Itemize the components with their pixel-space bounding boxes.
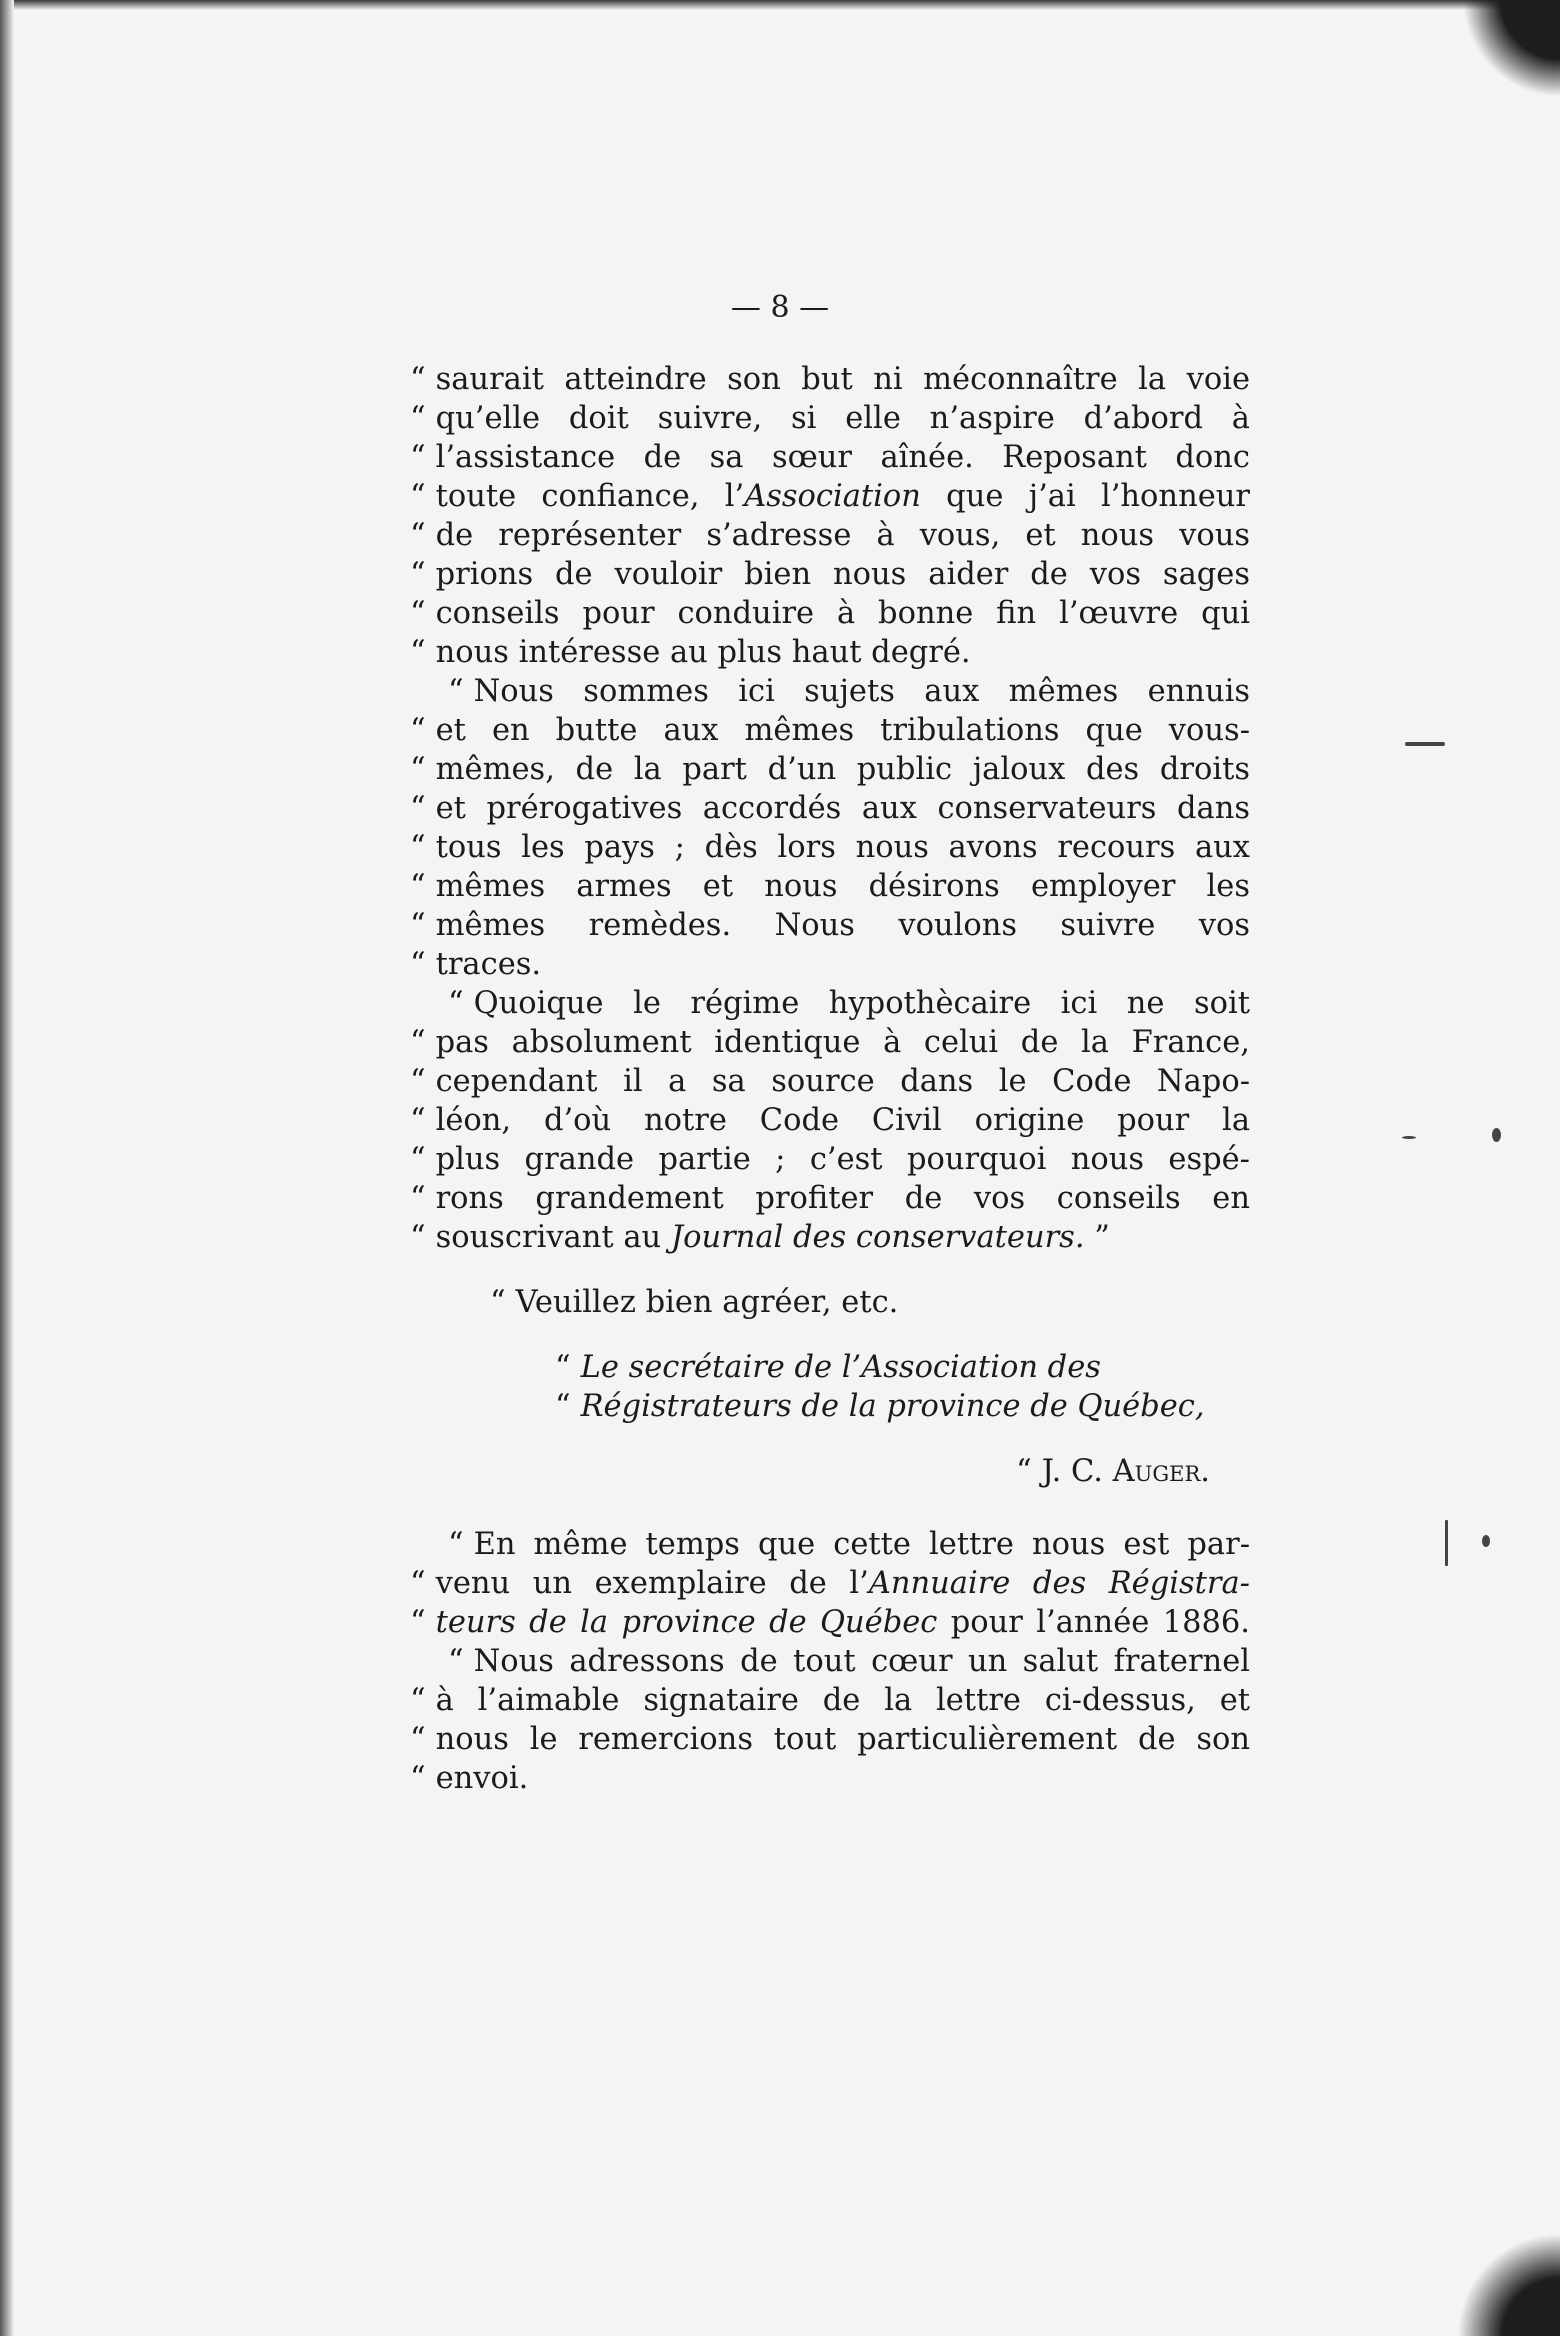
- text-line: “ léon, d’où notre Code Civil origine pour la: [410, 1103, 1250, 1138]
- scan-speck: [1492, 1128, 1501, 1142]
- text-line: “ mêmes armes et nous désirons employer les: [410, 869, 1250, 904]
- text-line: “ En même temps que cette lettre nous est par-: [448, 1527, 1250, 1562]
- letter-text: [410, 360, 1250, 1798]
- signer-name: “ J. C. Auger.: [1016, 1454, 1210, 1489]
- text-line: “ de représenter s’adresse à vous, et nous vous: [410, 518, 1250, 553]
- text-line: “ cependant il a sa source dans le Code Napo-: [410, 1064, 1250, 1099]
- text-line: “ l’assistance de sa sœur aînée. Reposant donc: [410, 440, 1250, 475]
- page-number: — 8 —: [730, 290, 830, 325]
- text-line: “ mêmes, de la part d’un public jaloux des droits: [410, 752, 1250, 787]
- text-line: “ nous intéresse au plus haut degré.: [410, 635, 971, 670]
- text-line: “ envoi.: [410, 1761, 529, 1796]
- text-line: “ traces.: [410, 947, 542, 982]
- scan-speck: [1405, 742, 1445, 746]
- text-line: “ souscrivant au Journal des conservateurs. ”: [410, 1220, 1110, 1255]
- closing-formula: “ Veuillez bien agréer, etc.: [490, 1285, 899, 1320]
- text-line: “ et en butte aux mêmes tribulations que vous-: [410, 713, 1250, 748]
- text-line: “ tous les pays ; dès lors nous avons recours aux: [410, 830, 1250, 865]
- signature-title: “ Le secrétaire de l’Association des: [555, 1350, 1101, 1385]
- text-line: “ Nous sommes ici sujets aux mêmes ennuis: [448, 674, 1250, 709]
- text-line: “ pas absolument identique à celui de la France,: [410, 1025, 1250, 1060]
- text-line: “ Nous adressons de tout cœur un salut fraternel: [448, 1644, 1250, 1679]
- text-line: “ mêmes remèdes. Nous voulons suivre vos: [410, 908, 1250, 943]
- scan-speck: [1482, 1535, 1490, 1547]
- text-line: “ nous le remercions tout particulièrement de son: [410, 1722, 1250, 1757]
- scan-speck: [1445, 1520, 1448, 1566]
- text-line: “ venu un exemplaire de l’Annuaire des Régistra-: [410, 1566, 1250, 1601]
- scan-speck: [1402, 1136, 1416, 1139]
- text-line: “ plus grande partie ; c’est pourquoi nous espé-: [410, 1142, 1250, 1177]
- text-line: “ saurait atteindre son but ni méconnaître la voie: [410, 362, 1250, 397]
- torn-corner-bottom-right: [1430, 2226, 1560, 2336]
- text-line: “ et prérogatives accordés aux conservateurs dans: [410, 791, 1250, 826]
- page-left-edge: [0, 0, 14, 2336]
- text-line: “ Quoique le régime hypothècaire ici ne soit: [448, 986, 1250, 1021]
- torn-corner-top-right: [1450, 0, 1560, 110]
- page-top-edge: [0, 0, 1560, 10]
- text-line: “ à l’aimable signataire de la lettre ci-dessus, et: [410, 1683, 1250, 1718]
- text-line: “ conseils pour conduire à bonne fin l’œuvre qui: [410, 596, 1250, 631]
- text-line: “ qu’elle doit suivre, si elle n’aspire d’abord à: [410, 401, 1250, 436]
- text-line: “ rons grandement profiter de vos conseils en: [410, 1181, 1250, 1216]
- text-line: “ prions de vouloir bien nous aider de vos sages: [410, 557, 1250, 592]
- text-line: “ teurs de la province de Québec pour l’année 1886.: [410, 1605, 1251, 1640]
- signature-title: “ Régistrateurs de la province de Québec,: [555, 1389, 1205, 1424]
- text-line: “ toute confiance, l’Association que j’ai l’honneur: [410, 479, 1250, 514]
